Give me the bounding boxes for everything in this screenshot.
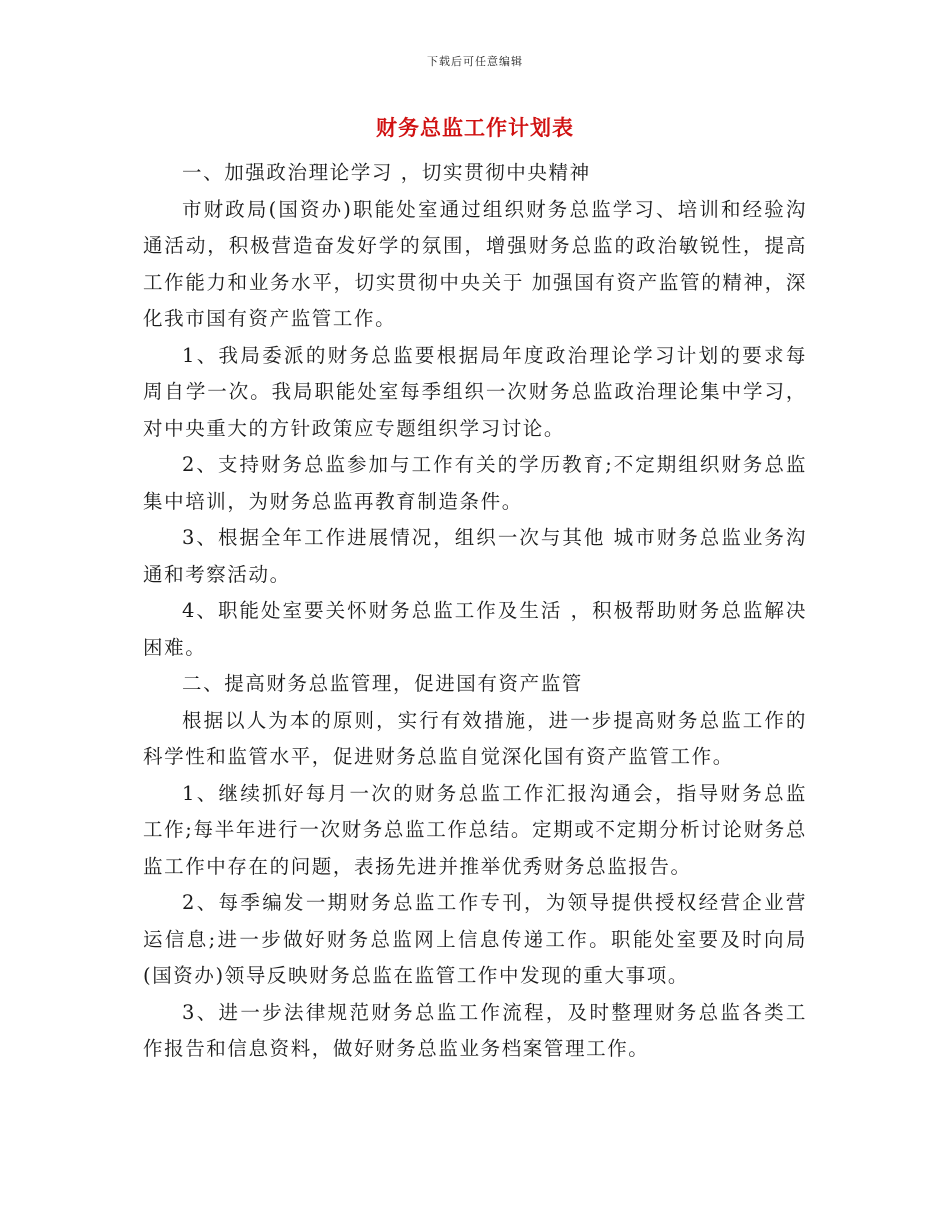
paragraph: 市财政局(国资办)职能处室通过组织财务总监学习、培训和经验沟通活动，积极营造奋发好学的氛围，增强财务总监的政治敏锐性，提高工作能力和业务水平，切实贯彻中央关于 加强国有资产监管的精神，深化我市国有资产监管工作。 [143,197,807,330]
section-heading: 一、加强政治理论学习 ，切实贯彻中央精神 [182,161,591,184]
section-heading: 二、提高财务总监管理，促进国有资产监管 [182,672,583,695]
paragraph: 4、职能处室要关怀财务总监工作及生活 ，积极帮助财务总监解决困难。 [143,599,807,659]
paragraph: 2、支持财务总监参加与工作有关的学历教育;不定期组织财务总监集中培训，为财务总监再教育制造条件。 [143,453,807,513]
paragraph: 3、根据全年工作进展情况，组织一次与其他 城市财务总监业务沟通和考察活动。 [143,526,807,586]
document-body [143,155,807,1068]
paragraph: 3、进一步法律规范财务总监工作流程，及时整理财务总监各类工作报告和信息资料，做好财务总监业务档案管理工作。 [143,1000,807,1060]
paragraph: 1、继续抓好每月一次的财务总监工作汇报沟通会，指导财务总监工作;每半年进行一次财务总监工作总结。定期或不定期分析讨论财务总监工作中存在的问题，表扬先进并推举优秀财务总监报告。 [143,781,807,878]
paragraph: 根据以人为本的原则，实行有效措施，进一步提高财务总监工作的科学性和监管水平，促进财务总监自觉深化国有资产监管工作。 [143,708,807,768]
paragraph: 2、每季编发一期财务总监工作专刊，为领导提供授权经营企业营运信息;进一步做好财务总监网上信息传递工作。职能处室要及时向局(国资办)领导反映财务总监在监管工作中发现的重大事项。 [143,891,807,987]
document-title: 财务总监工作计划表 [376,116,574,140]
page-header: 下载后可任意编辑 [427,55,523,68]
paragraph: 1、我局委派的财务总监要根据局年度政治理论学习计划的要求每周自学一次。我局职能处室每季组织一次财务总监政治理论集中学习，对中央重大的方针政策应专题组织学习讨论。 [143,343,807,440]
